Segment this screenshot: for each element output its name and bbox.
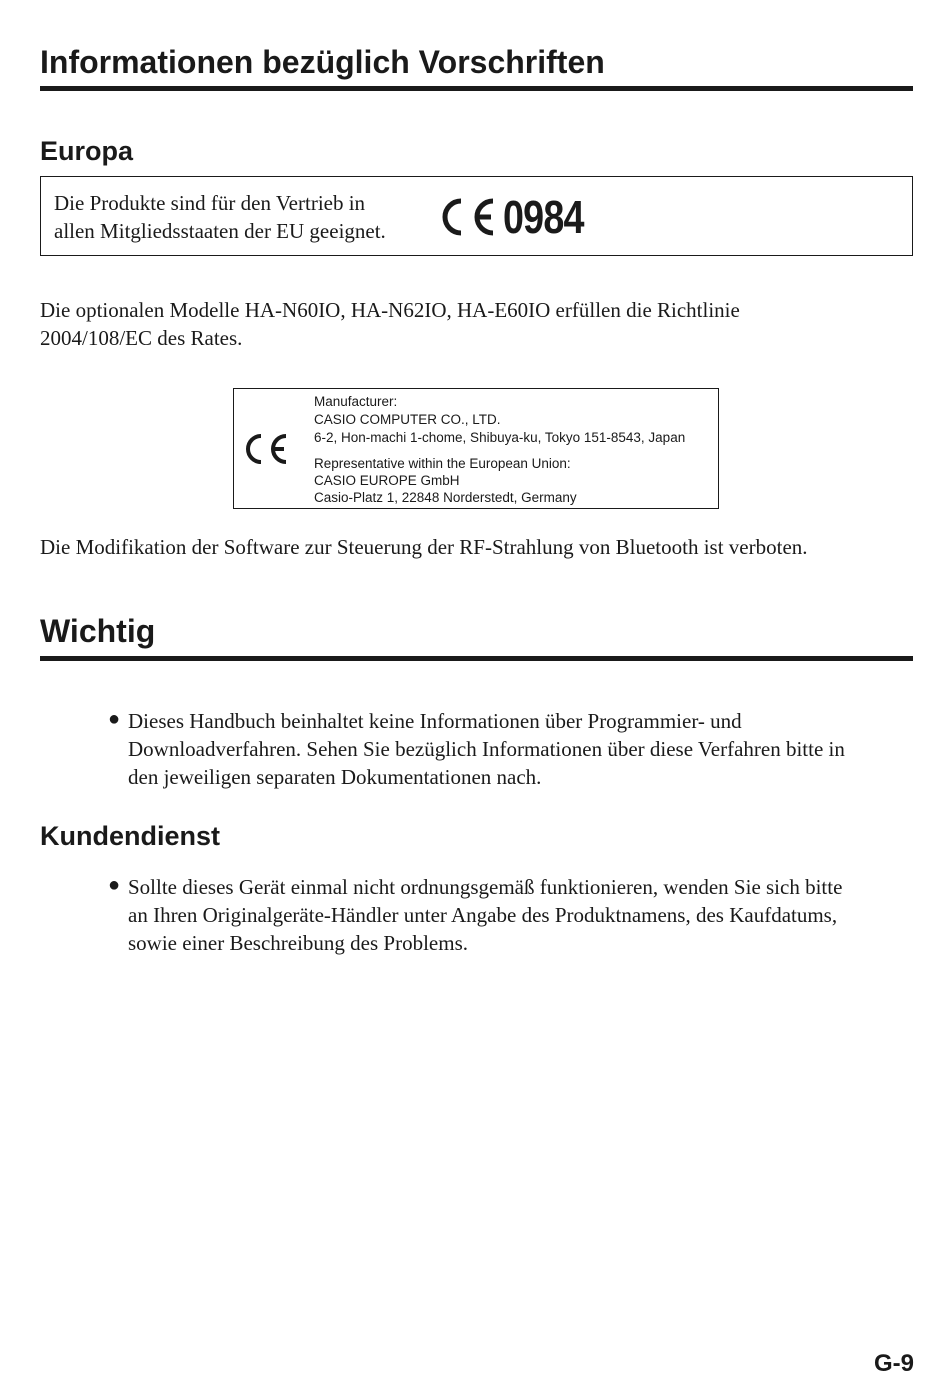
models-line-1: Die optionalen Modelle HA-N60IO, HA-N62IO, HA-E60IO erfüllen die Richtlinie [40,298,740,322]
manufacturer-label: Manufacturer: [314,394,398,409]
representative-name: CASIO EUROPE GmbH [314,473,460,488]
important-line-1: Dieses Handbuch beinhaltet keine Informationen über Programmier- und [128,709,742,733]
ce-mark-icon [437,195,499,239]
representative-address: Casio-Platz 1, 22848 Norderstedt, Germany [314,490,577,505]
bullet-icon: ● [108,708,121,730]
eu-notice-line-2: allen Mitgliedsstaaten der EU geeignet. [54,219,386,243]
eu-notice-line-1: Die Produkte sind für den Vertrieb in [54,191,366,215]
important-rule [40,656,913,661]
ce-notified-body-number: 0984 [503,191,584,243]
models-line-2: 2004/108/EC des Rates. [40,326,243,350]
service-line-1: Sollte dieses Gerät einmal nicht ordnungsgemäß funktionieren, wenden Sie sich bitte [128,875,843,899]
software-note: Die Modifikation der Software zur Steuerung der RF-Strahlung von Bluetooth ist verboten. [40,535,808,559]
manufacturer-name: CASIO COMPUTER CO., LTD. [314,412,501,427]
ce-mark-icon [241,431,291,467]
service-heading: Kundendienst [40,821,220,851]
bullet-icon: ● [108,874,121,896]
important-line-2: Downloadverfahren. Sehen Sie bezüglich Informationen über diese Verfahren bitte in [128,737,845,761]
representative-label: Representative within the European Union: [314,456,571,471]
ce-marking [437,190,601,244]
europe-heading: Europa [40,136,134,166]
manufacturer-address: 6-2, Hon-machi 1-chome, Shibuya-ku, Tokyo 151-8543, Japan [314,430,686,445]
title-rule [40,86,913,91]
service-line-3: sowie einer Beschreibung des Problems. [128,931,469,955]
important-line-3: den jeweiligen separaten Dokumentationen nach. [128,765,542,789]
page-number: G-9 [873,1350,914,1377]
important-heading: Wichtig [40,613,156,649]
page-title: Informationen bezüglich Vorschriften [40,44,605,80]
service-line-2: an Ihren Originalgeräte-Händler unter Angabe des Produktnamens, des Kaufdatums, [128,903,838,927]
